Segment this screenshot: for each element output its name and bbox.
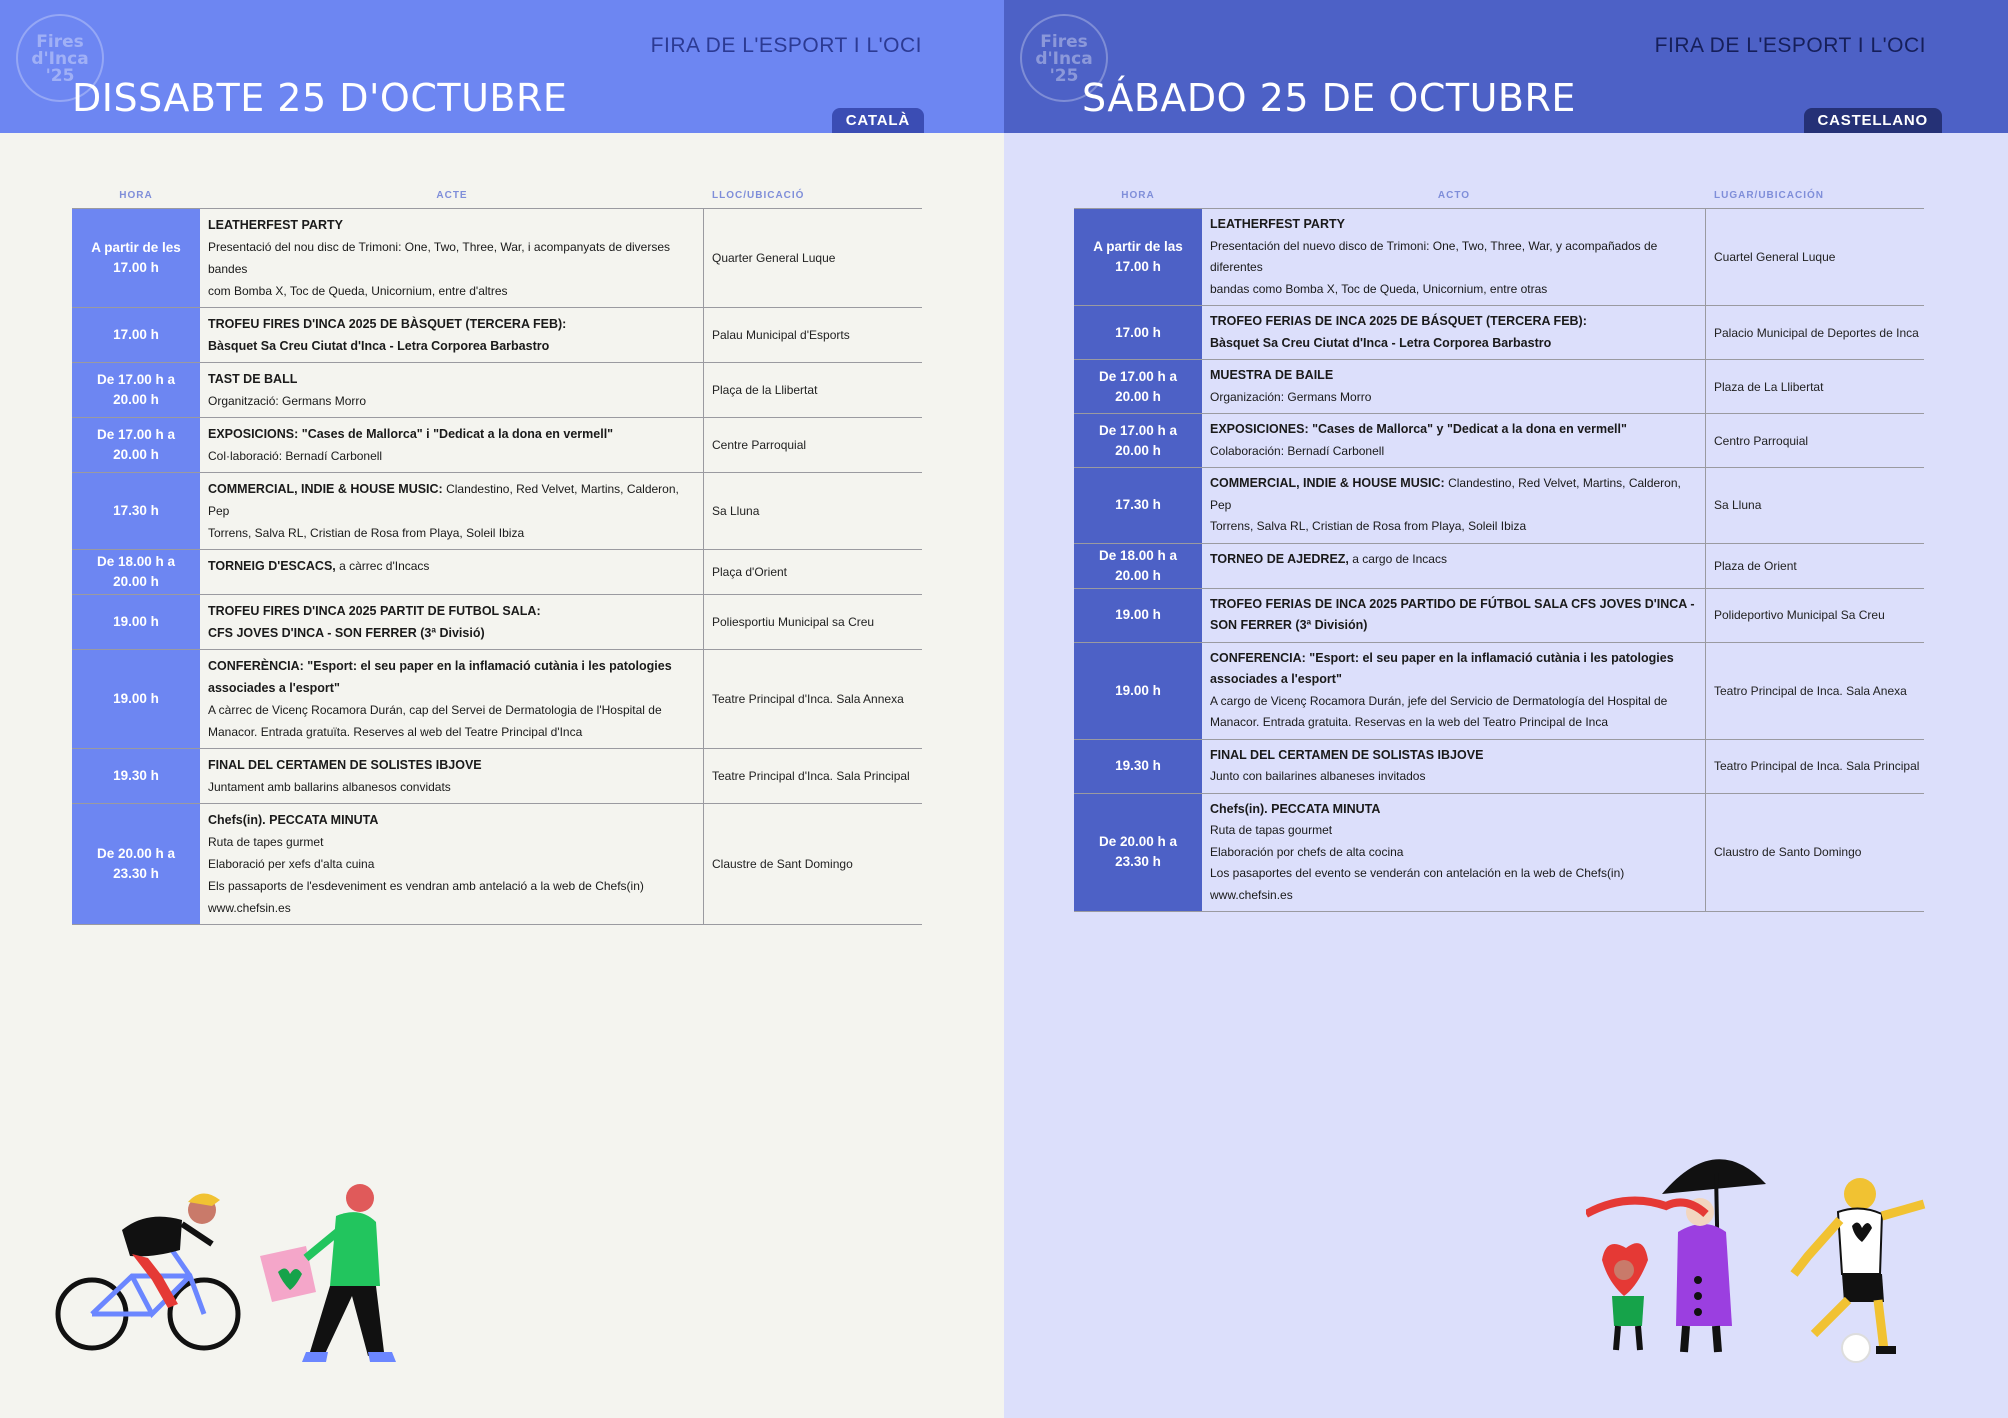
event-place: Teatre Principal d'Inca. Sala Annexa: [712, 692, 904, 706]
event-title-rest: Clandestino, Red Velvet, Martins, Calderon, Pep: [1210, 476, 1681, 512]
event-title-rest: a càrrec d'Incacs: [335, 559, 430, 573]
event-time-text: [1099, 367, 1177, 407]
event-time-line: De 17.00 h a: [96, 372, 176, 387]
event-time-text: [1093, 237, 1183, 277]
event-time: [72, 650, 200, 748]
event-time: [1074, 414, 1202, 467]
column-header-event: ACTO: [1437, 189, 1471, 201]
event-title: TAST DE BALL: [208, 372, 298, 386]
event-description: [1202, 360, 1706, 413]
event-time-line: De 17.00 h a: [1098, 422, 1178, 438]
event-title-line2: associades a l'esport": [1210, 672, 1342, 686]
event-title-line2: SON FERRER (3ª División): [1210, 618, 1368, 632]
event-time-line: 19.00 h: [1115, 607, 1161, 622]
event-place: Quarter General Luque: [712, 251, 836, 265]
event-title: TROFEU FIRES D'INCA 2025 DE BÀSQUET (TERCERA FEB):: [208, 317, 567, 331]
event-description: [1202, 544, 1706, 588]
event-title-line: [1210, 365, 1697, 387]
event-title: TORNEIG D'ESCACS,: [208, 559, 336, 573]
event-time: [72, 209, 200, 307]
event-time: [1074, 589, 1202, 642]
event-description: [200, 550, 704, 594]
column-header-time: HORA: [1121, 189, 1155, 201]
table-row: [72, 749, 922, 804]
event-description: [1202, 740, 1706, 793]
table-row: [1074, 468, 1924, 544]
event-time: [1074, 468, 1202, 543]
page-title: SÁBADO 25 DE OCTUBRE: [1082, 76, 1576, 120]
event-time: [72, 473, 200, 549]
event-time-line: 19.00 h: [113, 691, 159, 706]
event-description: [200, 595, 704, 649]
event-title-line: [208, 214, 695, 236]
event-title: CONFERÈNCIA: "Esport: el seu paper en la inflamació cutània i les patologies: [208, 659, 672, 673]
event-place: Centre Parroquial: [712, 438, 807, 452]
event-place: Teatre Principal d'Inca. Sala Principal: [712, 769, 910, 783]
event-detail: Torrens, Salva RL, Cristian de Rosa from Playa, Soleil Ibiza: [1210, 519, 1527, 533]
event-place: Palau Municipal d'Esports: [712, 328, 850, 342]
event-description: [200, 308, 704, 362]
event-detail: Organización: Germans Morro: [1210, 389, 1372, 404]
event-title-line2: Bàsquet Sa Creu Ciutat d'Inca - Letra Corporea Barbastro: [208, 339, 550, 353]
event-time-line: 17.00 h: [1115, 259, 1161, 274]
event-place: Plaça d'Orient: [712, 565, 787, 579]
event-detail: Organització: Germans Morro: [208, 394, 367, 408]
page-header: [1004, 0, 2008, 133]
event-detail: com Bomba X, Toc de Queda, Unicornium, entre d'altres: [208, 284, 508, 298]
event-time: [72, 804, 200, 924]
table-header: [72, 182, 922, 208]
event-title-line: [1210, 799, 1697, 821]
event-title-line: [1210, 745, 1697, 767]
event-place: Sa Lluna: [1714, 498, 1762, 513]
event-title-line2: associades a l'esport": [208, 681, 340, 695]
event-time-line: 19.30 h: [113, 768, 159, 783]
event-time: [72, 418, 200, 472]
column-header-place: LLOC/UBICACIÓ: [712, 189, 805, 201]
event-time-text: [1115, 323, 1161, 343]
event-time-text: [113, 766, 159, 786]
event-description: [200, 363, 704, 417]
event-description: [1202, 794, 1706, 912]
event-title-line: [208, 368, 695, 390]
event-time-text: [113, 325, 159, 345]
event-time-line: 20.00 h: [1115, 388, 1161, 404]
page-castellano: [1004, 0, 2008, 1418]
event-time-line: De 17.00 h a: [96, 427, 176, 442]
event-detail: Elaboración por chefs de alta cocina: [1210, 844, 1404, 859]
event-time-line: De 20.00 h a: [1098, 834, 1178, 850]
event-time-line: 19.00 h: [113, 614, 159, 629]
page-title: DISSABTE 25 D'OCTUBRE: [72, 76, 568, 120]
event-detail: Els passaports de l'esdeveniment es vendran amb antelació a la web de Chefs(in): [208, 879, 644, 893]
event-detail: Manacor. Entrada gratuita. Reservas en la web del Teatro Principal de Inca: [1210, 715, 1609, 729]
table-body: [72, 208, 922, 925]
event-detail: Juntament amb ballarins albanesos convidats: [208, 780, 451, 794]
event-description: [200, 804, 704, 924]
column-header-event: ACTE: [436, 189, 468, 201]
event-time-text: [1115, 681, 1161, 701]
event-time-text: [113, 501, 159, 521]
event-title-line: [208, 809, 695, 831]
event-title: TORNEO DE AJEDREZ,: [1210, 551, 1349, 566]
event-title: LEATHERFEST PARTY: [1210, 217, 1345, 231]
table-row: [1074, 643, 1924, 740]
event-title-line: [208, 600, 695, 622]
language-badge: CASTELLANO: [1804, 108, 1943, 133]
event-detail: www.chefsin.es: [208, 901, 291, 915]
table-row: [72, 308, 922, 363]
event-title: Chefs(in). PECCATA MINUTA: [208, 813, 379, 827]
event-title: COMMERCIAL, INDIE & HOUSE MUSIC:: [208, 482, 443, 496]
footballer-illustration: [1784, 1164, 1944, 1364]
event-time-line: A partir de las: [1093, 239, 1183, 254]
event-title: TROFEO FERIAS DE INCA 2025 PARTIDO DE FÚTBOL SALA CFS JOVES D'INCA -: [1210, 596, 1695, 611]
event-detail: Ruta de tapas gourmet: [1210, 823, 1333, 837]
cyclist-illustration: [52, 1180, 252, 1366]
table-header: [1074, 182, 1924, 208]
event-title: LEATHERFEST PARTY: [208, 218, 343, 232]
event-title-line: [1210, 594, 1697, 616]
event-detail: Los pasaportes del evento se venderán con antelación en la web de Chefs(in): [1210, 866, 1625, 880]
event-time-line: 23.30 h: [1115, 854, 1161, 870]
event-detail: Colaboración: Bernadí Carbonell: [1210, 443, 1385, 458]
event-description: [1202, 643, 1706, 739]
event-time: [1074, 643, 1202, 739]
event-time-text: [1099, 421, 1177, 461]
event-title-line: [208, 555, 695, 577]
event-place: Centro Parroquial: [1714, 433, 1809, 448]
event-time-line: 17.00 h: [1115, 324, 1161, 340]
event-title: FINAL DEL CERTAMEN DE SOLISTES IBJOVE: [208, 758, 482, 772]
event-title-line: [208, 655, 695, 677]
fair-label: FIRA DE L'ESPORT I L'OCI: [650, 34, 922, 57]
event-time-line: 19.30 h: [1115, 758, 1161, 773]
table-row: [72, 473, 922, 550]
table-row: [72, 363, 922, 418]
event-place: Claustre de Sant Domingo: [712, 857, 853, 871]
event-place: Plaza de Orient: [1714, 558, 1797, 573]
event-title-line: [1210, 549, 1697, 571]
event-detail: Presentació del nou disc de Trimoni: One, Two, Three, War, i acompanyats de diverses bandes: [208, 240, 671, 276]
event-title-line: [1210, 473, 1697, 516]
event-detail: Junto con bailarines albaneses invitados: [1210, 769, 1426, 783]
event-title-line: [208, 754, 695, 776]
event-time-text: [1099, 832, 1177, 872]
event-title-rest: a cargo de Incacs: [1348, 551, 1447, 566]
table-row: [72, 595, 922, 650]
event-time: [72, 595, 200, 649]
event-title: CONFERENCIA: "Esport: el seu paper en la inflamació cutània i les patologies: [1210, 650, 1674, 665]
event-time: [1074, 740, 1202, 793]
event-title-rest: Clandestino, Red Velvet, Martins, Calderon, Pep: [208, 482, 679, 518]
event-time-text: [113, 612, 159, 632]
table-row: [72, 550, 922, 595]
schedule-table: [72, 182, 922, 925]
event-detail: Manacor. Entrada gratuïta. Reserves al web del Teatre Principal d'Inca: [208, 725, 583, 739]
event-title-line: [208, 313, 695, 335]
event-place: Palacio Municipal de Deportes de Inca: [1714, 325, 1919, 340]
event-time: [1074, 544, 1202, 588]
event-title: MUESTRA DE BAILE: [1210, 368, 1334, 382]
table-row: [1074, 794, 1924, 913]
event-time: [72, 749, 200, 803]
page-header: [0, 0, 1004, 133]
event-title-line2: Bàsquet Sa Creu Ciutat d'Inca - Letra Corporea Barbastro: [1210, 335, 1552, 350]
table-row: [1074, 208, 1924, 306]
event-place: Teatro Principal de Inca. Sala Anexa: [1714, 683, 1907, 698]
event-time-line: 17.30 h: [113, 503, 159, 518]
event-title-line: [1210, 419, 1697, 441]
event-title-line: [1210, 214, 1697, 236]
table-body: [1074, 208, 1924, 912]
event-title: TROFEO FERIAS DE INCA 2025 DE BÁSQUET (TERCERA FEB):: [1210, 314, 1587, 328]
event-time-line: 17.00 h: [113, 327, 159, 342]
event-place: Polideportivo Municipal Sa Creu: [1714, 608, 1885, 622]
event-time-line: A partir de les: [91, 240, 181, 255]
event-time-line: 17.30 h: [1115, 497, 1161, 513]
event-time-line: De 17.00 h a: [1098, 368, 1178, 384]
event-description: [200, 749, 704, 803]
event-time: [72, 550, 200, 594]
event-time-line: 19.00 h: [1115, 682, 1161, 698]
event-place: Sa Lluna: [712, 504, 760, 518]
event-time-text: [97, 552, 175, 592]
column-header-time: HORA: [119, 189, 153, 201]
table-row: [72, 804, 922, 925]
event-time-line: 23.30 h: [113, 866, 159, 881]
event-place: Cuartel General Luque: [1714, 250, 1836, 264]
event-place: Plaza de La Llibertat: [1714, 379, 1824, 394]
event-time-line: 20.00 h: [113, 392, 159, 407]
table-row: [1074, 544, 1924, 589]
event-title: COMMERCIAL, INDIE & HOUSE MUSIC:: [1210, 476, 1445, 490]
event-detail: A cargo de Vicenç Rocamora Durán, jefe del Servicio de Dermatología del Hospital de: [1210, 693, 1668, 708]
event-place: Plaça de la Llibertat: [712, 383, 818, 397]
event-time-text: [113, 689, 159, 709]
event-detail: Ruta de tapes gurmet: [208, 835, 324, 849]
event-description: [1202, 414, 1706, 467]
event-time-text: [97, 425, 175, 465]
shopper-illustration: [256, 1176, 426, 1372]
event-title-line: [208, 423, 695, 445]
event-time-text: [97, 844, 175, 884]
event-time-text: [1115, 605, 1161, 625]
event-time-line: 20.00 h: [113, 574, 159, 589]
event-time-line: De 18.00 h a: [96, 554, 176, 569]
table-row: [1074, 306, 1924, 360]
event-place: Poliesportiu Municipal sa Creu: [712, 615, 875, 629]
event-title-line2: CFS JOVES D'INCA - SON FERRER (3ª Divisió): [208, 626, 485, 640]
event-time-text: [1099, 546, 1177, 586]
event-detail: A càrrec de Vicenç Rocamora Durán, cap del Servei de Dermatologia de l'Hospital de: [208, 703, 662, 717]
event-description: [1202, 306, 1706, 359]
event-description: [200, 473, 704, 549]
event-place: Claustro de Santo Domingo: [1714, 845, 1862, 860]
event-title: EXPOSICIONES: "Cases de Mallorca" y "Dedicat a la dona en vermell": [1210, 422, 1627, 436]
fair-label: FIRA DE L'ESPORT I L'OCI: [1654, 34, 1926, 57]
table-row: [72, 650, 922, 749]
event-detail: www.chefsin.es: [1210, 887, 1293, 902]
event-detail: bandas como Bomba X, Toc de Queda, Unicornium, entre otras: [1210, 281, 1548, 296]
event-detail: Elaboració per xefs d'alta cuina: [208, 857, 375, 871]
schedule-table: [1074, 182, 1924, 912]
event-time: [1074, 360, 1202, 413]
event-time-line: 17.00 h: [113, 260, 159, 275]
event-title: Chefs(in). PECCATA MINUTA: [1210, 801, 1381, 816]
event-title-line: [1210, 648, 1697, 670]
event-description: [1202, 589, 1706, 642]
event-time: [1074, 209, 1202, 305]
event-time: [1074, 794, 1202, 912]
event-time: [72, 308, 200, 362]
event-time: [1074, 306, 1202, 359]
event-time-line: 20.00 h: [1115, 567, 1161, 583]
event-detail: Col·laboració: Bernadí Carbonell: [208, 449, 383, 463]
event-time-line: De 20.00 h a: [96, 846, 176, 861]
event-time-text: [1115, 495, 1161, 515]
table-row: [1074, 414, 1924, 468]
table-row: [72, 418, 922, 473]
column-header-place: LUGAR/UBICACIÓN: [1714, 189, 1824, 201]
event-detail: Presentación del nuevo disco de Trimoni: One, Two, Three, War, y acompañados de diferentes: [1210, 238, 1658, 274]
event-description: [200, 418, 704, 472]
event-place: Teatro Principal de Inca. Sala Principal: [1714, 759, 1920, 773]
event-detail: Torrens, Salva RL, Cristian de Rosa from Playa, Soleil Ibiza: [208, 526, 525, 540]
event-title: EXPOSICIONS: "Cases de Mallorca" i "Dedicat a la dona en vermell": [208, 427, 614, 441]
event-description: [200, 650, 704, 748]
event-title-line: [1210, 311, 1697, 333]
event-title: FINAL DEL CERTAMEN DE SOLISTAS IBJOVE: [1210, 747, 1484, 762]
table-row: [1074, 740, 1924, 794]
language-badge: CATALÀ: [832, 108, 924, 133]
event-time-line: De 18.00 h a: [1098, 547, 1178, 563]
event-title: TROFEU FIRES D'INCA 2025 PARTIT DE FUTBOL SALA:: [208, 604, 541, 618]
event-time-text: [97, 370, 175, 410]
event-title-line: [208, 478, 695, 522]
event-time-text: [91, 238, 181, 278]
table-row: [72, 208, 922, 308]
event-description: [1202, 209, 1706, 305]
event-time-line: 20.00 h: [113, 447, 159, 462]
event-time: [72, 363, 200, 417]
fires-logo-icon: Fires d'Inca '25: [1020, 14, 1108, 102]
event-description: [200, 209, 704, 307]
table-row: [1074, 589, 1924, 643]
event-description: [1202, 468, 1706, 543]
table-row: [1074, 360, 1924, 414]
umbrella-family-illustration: [1586, 1136, 1796, 1362]
fires-logo-icon: Fires d'Inca '25: [16, 14, 104, 102]
event-time-text: [1115, 756, 1161, 776]
event-time-line: 20.00 h: [1115, 442, 1161, 458]
